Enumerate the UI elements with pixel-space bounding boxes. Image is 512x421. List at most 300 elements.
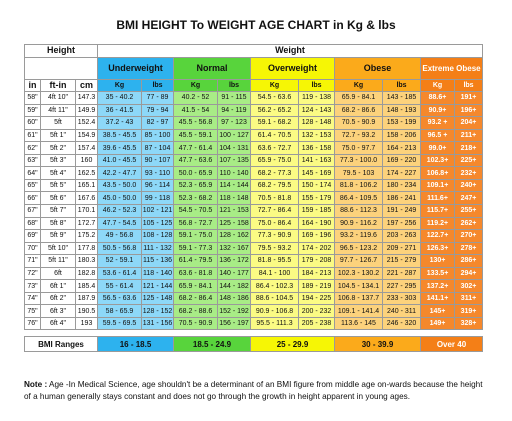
table-cell: 5ft 8" bbox=[41, 217, 76, 230]
table-cell: 65.9 - 84.1 bbox=[174, 280, 218, 293]
table-row bbox=[25, 129, 483, 142]
table-row bbox=[25, 317, 483, 330]
group-overweight: Overweight bbox=[251, 57, 335, 79]
table-cell: 68.2 - 79.5 bbox=[251, 179, 299, 192]
table-cell: 162.5 bbox=[76, 167, 98, 180]
table-cell: 70" bbox=[25, 242, 41, 255]
table-cell: 59" bbox=[25, 104, 41, 117]
bmi-range-normal: 18.5 - 24.9 bbox=[174, 337, 251, 352]
table-cell: 90 - 107 bbox=[142, 154, 174, 167]
table-cell: 145 - 169 bbox=[299, 167, 335, 180]
table-cell: 128 - 148 bbox=[299, 117, 335, 130]
table-cell: 90.9 - 106.8 bbox=[251, 305, 299, 318]
table-cell: 59.1 - 75.0 bbox=[174, 230, 218, 243]
table-cell: 60" bbox=[25, 117, 41, 130]
table-cell: 58" bbox=[25, 92, 41, 105]
unit-ft-in: ft-in bbox=[41, 79, 76, 92]
table-cell: 179 - 208 bbox=[299, 255, 335, 268]
table-cell: 58 - 65.9 bbox=[98, 305, 142, 318]
table-cell: 5ft 6" bbox=[41, 192, 76, 205]
table-cell: 262+ bbox=[455, 217, 483, 230]
table-cell: 211+ bbox=[455, 129, 483, 142]
table-cell: 79.5 - 103 bbox=[335, 167, 383, 180]
table-cell: 191+ bbox=[455, 92, 483, 105]
table-cell: 278+ bbox=[455, 242, 483, 255]
table-cell: 111.6+ bbox=[421, 192, 455, 205]
table-cell: 174 - 227 bbox=[383, 167, 421, 180]
table-cell: 88.6+ bbox=[421, 92, 455, 105]
chart-title: BMI HEIGHT To WEIGHT AGE CHART in Kg & lbs bbox=[116, 18, 396, 32]
table-cell: 190.5 bbox=[76, 305, 98, 318]
table-cell: 97 - 123 bbox=[218, 117, 251, 130]
table-cell: 233 - 303 bbox=[383, 292, 421, 305]
table-cell: 85 - 100 bbox=[142, 129, 174, 142]
table-cell: 5ft 7" bbox=[41, 205, 76, 218]
table-cell: 6ft 2" bbox=[41, 292, 76, 305]
table-cell: 94 - 119 bbox=[218, 104, 251, 117]
table-cell: 240 - 311 bbox=[383, 305, 421, 318]
unit-lbs: lbs bbox=[218, 79, 251, 92]
table-cell: 59.5 - 69.5 bbox=[98, 317, 142, 330]
note-prefix: Note : bbox=[24, 380, 48, 389]
table-row bbox=[25, 292, 483, 305]
table-cell: 133.5+ bbox=[421, 267, 455, 280]
table-cell: 165.1 bbox=[76, 179, 98, 192]
table-cell: 102.3 - 130.2 bbox=[335, 267, 383, 280]
table-cell: 137.2+ bbox=[421, 280, 455, 293]
table-cell: 144 - 182 bbox=[218, 280, 251, 293]
bmi-table bbox=[24, 44, 483, 352]
table-cell: 4ft 11" bbox=[41, 104, 76, 117]
table-cell: 59.1 - 77.3 bbox=[174, 242, 218, 255]
table-cell: 72" bbox=[25, 267, 41, 280]
table-cell: 140 - 177 bbox=[218, 267, 251, 280]
table-cell: 87 - 104 bbox=[142, 142, 174, 155]
unit-cm: cm bbox=[76, 79, 98, 92]
table-row bbox=[25, 154, 483, 167]
table-row bbox=[25, 142, 483, 155]
table-cell: 141.1+ bbox=[421, 292, 455, 305]
table-cell: 81.8 - 106.2 bbox=[335, 179, 383, 192]
table-row bbox=[25, 242, 483, 255]
table-cell: 240+ bbox=[455, 179, 483, 192]
table-cell: 221 - 287 bbox=[383, 267, 421, 280]
table-cell: 52.3 - 68.2 bbox=[174, 192, 218, 205]
table-row bbox=[25, 205, 483, 218]
table-cell: 54.5 - 70.5 bbox=[174, 205, 218, 218]
note-text: Age -In Medical Science, age shouldn't be a determinant of an BMI figure from middle age on-wards because the height of a human generally stays constant and does not go through the growth in height apparent in young ages. bbox=[24, 380, 483, 401]
table-cell: 328+ bbox=[455, 317, 483, 330]
table-cell: 136 - 158 bbox=[299, 142, 335, 155]
table-cell: 119.2+ bbox=[421, 217, 455, 230]
table-row bbox=[25, 179, 483, 192]
table-cell: 65.9 - 75.0 bbox=[251, 154, 299, 167]
table-cell: 86.4 - 109.5 bbox=[335, 192, 383, 205]
table-cell: 68.2 - 77.3 bbox=[251, 167, 299, 180]
table-row bbox=[25, 192, 483, 205]
table-cell: 77.3 - 100.0 bbox=[335, 154, 383, 167]
table-cell: 153 - 199 bbox=[383, 117, 421, 130]
table-cell: 143 - 185 bbox=[383, 92, 421, 105]
table-cell: 77.3 - 90.9 bbox=[251, 230, 299, 243]
table-cell: 61.4 - 70.5 bbox=[251, 129, 299, 142]
bmi-range-extreme-obese: Over 40 bbox=[421, 337, 483, 352]
table-cell: 45.5 - 56.8 bbox=[174, 117, 218, 130]
table-cell: 61" bbox=[25, 129, 41, 142]
table-cell: 93.2 - 119.6 bbox=[335, 230, 383, 243]
table-cell: 149.9 bbox=[76, 104, 98, 117]
unit-kg: Kg bbox=[251, 79, 299, 92]
table-cell: 225+ bbox=[455, 154, 483, 167]
unit-kg: Kg bbox=[335, 79, 383, 92]
table-cell: 5ft 10" bbox=[41, 242, 76, 255]
table-cell: 270+ bbox=[455, 230, 483, 243]
table-cell: 41.5 - 54 bbox=[174, 104, 218, 117]
table-cell: 122.7+ bbox=[421, 230, 455, 243]
table-cell: 145+ bbox=[421, 305, 455, 318]
table-cell: 209 - 271 bbox=[383, 242, 421, 255]
table-cell: 68.2 - 86.4 bbox=[174, 292, 218, 305]
table-cell: 196+ bbox=[455, 104, 483, 117]
table-cell: 193 bbox=[76, 317, 98, 330]
table-cell: 45.5 - 59.1 bbox=[174, 129, 218, 142]
bmi-range-obese: 30 - 39.9 bbox=[335, 337, 421, 352]
group-extreme-obese: Extreme Obese bbox=[421, 57, 483, 79]
table-cell: 56.2 - 65.2 bbox=[251, 104, 299, 117]
table-cell: 118 - 148 bbox=[218, 192, 251, 205]
table-cell: 5ft bbox=[41, 117, 76, 130]
table-cell: 5ft 4" bbox=[41, 167, 76, 180]
table-cell: 35 - 40.2 bbox=[98, 92, 142, 105]
table-cell: 52 - 59.1 bbox=[98, 255, 142, 268]
table-cell: 124 - 143 bbox=[299, 104, 335, 117]
table-cell: 90.9 - 116.2 bbox=[335, 217, 383, 230]
table-cell: 136 - 172 bbox=[218, 255, 251, 268]
table-cell: 104.5 - 134.1 bbox=[335, 280, 383, 293]
table-cell: 180.3 bbox=[76, 255, 98, 268]
table-cell: 247+ bbox=[455, 192, 483, 205]
table-cell: 68.2 - 88.6 bbox=[174, 305, 218, 318]
table-cell: 96 - 114 bbox=[142, 179, 174, 192]
table-cell: 189 - 219 bbox=[299, 280, 335, 293]
table-cell: 6ft 4" bbox=[41, 317, 76, 330]
table-cell: 126.3+ bbox=[421, 242, 455, 255]
table-cell: 100 - 127 bbox=[218, 129, 251, 142]
table-row bbox=[25, 230, 483, 243]
bmi-ranges-row bbox=[25, 337, 483, 352]
unit-kg: Kg bbox=[174, 79, 218, 92]
table-cell: 75.0 - 86.4 bbox=[251, 217, 299, 230]
table-cell: 149+ bbox=[421, 317, 455, 330]
table-cell: 90.9+ bbox=[421, 104, 455, 117]
table-cell: 70.5 - 90.9 bbox=[174, 317, 218, 330]
bmi-range-overweight: 25 - 29.9 bbox=[251, 337, 335, 352]
table-cell: 5ft 5" bbox=[41, 179, 76, 192]
table-cell: 97.7 - 126.7 bbox=[335, 255, 383, 268]
table-cell: 56.8 - 72.7 bbox=[174, 217, 218, 230]
table-cell: 42.2 - 47.7 bbox=[98, 167, 142, 180]
table-cell: 99 - 118 bbox=[142, 192, 174, 205]
table-cell: 246 - 320 bbox=[383, 317, 421, 330]
table-cell: 68.2 - 86.6 bbox=[335, 104, 383, 117]
table-cell: 54.5 - 63.6 bbox=[251, 92, 299, 105]
table-cell: 131 - 156 bbox=[142, 317, 174, 330]
table-cell: 186 - 241 bbox=[383, 192, 421, 205]
table-cell: 53.6 - 61.4 bbox=[98, 267, 142, 280]
height-blank-header bbox=[25, 57, 98, 79]
table-cell: 191 - 249 bbox=[383, 205, 421, 218]
table-cell: 215 - 279 bbox=[383, 255, 421, 268]
table-cell: 41.0 - 45.5 bbox=[98, 154, 142, 167]
table-cell: 82 - 97 bbox=[142, 117, 174, 130]
table-cell: 107 - 135 bbox=[218, 154, 251, 167]
table-cell: 6ft 1" bbox=[41, 280, 76, 293]
table-cell: 194 - 225 bbox=[299, 292, 335, 305]
table-cell: 45.0 - 50.0 bbox=[98, 192, 142, 205]
table-cell: 61.4 - 79.5 bbox=[174, 255, 218, 268]
table-row bbox=[25, 167, 483, 180]
table-cell: 169 - 220 bbox=[383, 154, 421, 167]
table-cell: 86.4 - 102.3 bbox=[251, 280, 299, 293]
table-cell: 6ft bbox=[41, 267, 76, 280]
table-cell: 75" bbox=[25, 305, 41, 318]
table-cell: 152 - 192 bbox=[218, 305, 251, 318]
table-cell: 182.8 bbox=[76, 267, 98, 280]
bmi-ranges-label: BMI Ranges bbox=[25, 337, 98, 352]
table-cell: 128 - 152 bbox=[142, 305, 174, 318]
table-cell: 66" bbox=[25, 192, 41, 205]
table-cell: 132 - 167 bbox=[218, 242, 251, 255]
table-cell: 49 - 56.8 bbox=[98, 230, 142, 243]
table-row bbox=[25, 92, 483, 105]
table-row bbox=[25, 267, 483, 280]
table-cell: 114 - 144 bbox=[218, 179, 251, 192]
table-cell: 56.5 - 63.6 bbox=[98, 292, 142, 305]
table-cell: 150 - 174 bbox=[299, 179, 335, 192]
table-cell: 160 bbox=[76, 154, 98, 167]
table-cell: 70.5 - 81.8 bbox=[251, 192, 299, 205]
table-cell: 52.3 - 65.9 bbox=[174, 179, 218, 192]
table-cell: 88.6 - 104.5 bbox=[251, 292, 299, 305]
unit-kg: Kg bbox=[98, 79, 142, 92]
table-row bbox=[25, 255, 483, 268]
table-cell: 55 - 61.4 bbox=[98, 280, 142, 293]
table-cell: 286+ bbox=[455, 255, 483, 268]
table-cell: 109.1 - 141.4 bbox=[335, 305, 383, 318]
table-cell: 67" bbox=[25, 205, 41, 218]
table-cell: 6ft 3" bbox=[41, 305, 76, 318]
table-cell: 132 - 153 bbox=[299, 129, 335, 142]
table-cell: 47.7 - 63.6 bbox=[174, 154, 218, 167]
table-cell: 50.5 - 56.8 bbox=[98, 242, 142, 255]
table-cell: 125 - 158 bbox=[218, 217, 251, 230]
table-cell: 5ft 11" bbox=[41, 255, 76, 268]
table-cell: 72.7 - 93.2 bbox=[335, 129, 383, 142]
table-cell: 175.2 bbox=[76, 230, 98, 243]
table-cell: 84.1 - 100 bbox=[251, 267, 299, 280]
table-cell: 62" bbox=[25, 142, 41, 155]
unit-lbs: lbs bbox=[299, 79, 335, 92]
table-cell: 93.2 + bbox=[421, 117, 455, 130]
table-cell: 74" bbox=[25, 292, 41, 305]
table-cell: 64" bbox=[25, 167, 41, 180]
table-cell: 81.8 - 95.5 bbox=[251, 255, 299, 268]
table-cell: 69" bbox=[25, 230, 41, 243]
unit-kg: Kg bbox=[421, 79, 455, 92]
unit-lbs: lbs bbox=[142, 79, 174, 92]
table-cell: 77 - 89 bbox=[142, 92, 174, 105]
table-cell: 71" bbox=[25, 255, 41, 268]
table-cell: 109.1+ bbox=[421, 179, 455, 192]
table-cell: 118 - 140 bbox=[142, 267, 174, 280]
table-cell: 174 - 202 bbox=[299, 242, 335, 255]
table-cell: 302+ bbox=[455, 280, 483, 293]
table-cell: 38.5 - 45.5 bbox=[98, 129, 142, 142]
unit-in: in bbox=[25, 79, 41, 92]
table-body bbox=[25, 92, 483, 330]
table-cell: 102 - 121 bbox=[142, 205, 174, 218]
table-cell: 106.8 - 137.7 bbox=[335, 292, 383, 305]
table-cell: 79.5 - 93.2 bbox=[251, 242, 299, 255]
table-cell: 110 - 140 bbox=[218, 167, 251, 180]
table-cell: 104 - 131 bbox=[218, 142, 251, 155]
table-cell: 70.5 - 90.9 bbox=[335, 117, 383, 130]
table-cell: 75.0 - 97.7 bbox=[335, 142, 383, 155]
table-cell: 68" bbox=[25, 217, 41, 230]
table-cell: 115.7+ bbox=[421, 205, 455, 218]
table-cell: 205 - 238 bbox=[299, 317, 335, 330]
table-cell: 102.3+ bbox=[421, 154, 455, 167]
table-cell: 177.8 bbox=[76, 242, 98, 255]
table-cell: 88.6 - 112.3 bbox=[335, 205, 383, 218]
table-cell: 125 - 148 bbox=[142, 292, 174, 305]
table-cell: 232+ bbox=[455, 167, 483, 180]
table-cell: 63.6 - 81.8 bbox=[174, 267, 218, 280]
table-cell: 79 - 94 bbox=[142, 104, 174, 117]
table-cell: 47.7 - 54.5 bbox=[98, 217, 142, 230]
table-cell: 4ft 10" bbox=[41, 92, 76, 105]
table-cell: 5ft 1" bbox=[41, 129, 76, 142]
table-cell: 65.9 - 84.1 bbox=[335, 92, 383, 105]
table-cell: 141 - 163 bbox=[299, 154, 335, 167]
table-cell: 63.6 - 72.7 bbox=[251, 142, 299, 155]
table-cell: 113.6 - 145 bbox=[335, 317, 383, 330]
height-header: Height bbox=[25, 45, 98, 58]
table-cell: 167.6 bbox=[76, 192, 98, 205]
table-cell: 37.2 - 43 bbox=[98, 117, 142, 130]
table-cell: 111 - 132 bbox=[142, 242, 174, 255]
table-cell: 59.1 - 68.2 bbox=[251, 117, 299, 130]
table-cell: 5ft 3" bbox=[41, 154, 76, 167]
table-cell: 39.6 - 45.5 bbox=[98, 142, 142, 155]
group-underweight: Underweight bbox=[98, 57, 174, 79]
weight-header: Weight bbox=[98, 45, 483, 58]
unit-lbs: lbs bbox=[455, 79, 483, 92]
table-row bbox=[25, 104, 483, 117]
table-row bbox=[25, 117, 483, 130]
table-cell: 99.0+ bbox=[421, 142, 455, 155]
table-cell: 170.1 bbox=[76, 205, 98, 218]
table-cell: 294+ bbox=[455, 267, 483, 280]
bmi-range-underweight: 16 - 18.5 bbox=[98, 337, 174, 352]
table-cell: 108 - 128 bbox=[142, 230, 174, 243]
table-cell: 106.8+ bbox=[421, 167, 455, 180]
group-obese: Obese bbox=[335, 57, 421, 79]
table-cell: 72.7 - 86.4 bbox=[251, 205, 299, 218]
table-cell: 159 - 185 bbox=[299, 205, 335, 218]
group-normal: Normal bbox=[174, 57, 251, 79]
table-cell: 158 - 206 bbox=[383, 129, 421, 142]
table-cell: 50.0 - 65.9 bbox=[174, 167, 218, 180]
table-cell: 105 - 125 bbox=[142, 217, 174, 230]
table-cell: 148 - 186 bbox=[218, 292, 251, 305]
table-cell: 319+ bbox=[455, 305, 483, 318]
table-cell: 91 - 115 bbox=[218, 92, 251, 105]
table-cell: 147.3 bbox=[76, 92, 98, 105]
table-cell: 203 - 263 bbox=[383, 230, 421, 243]
table-cell: 130+ bbox=[421, 255, 455, 268]
table-cell: 119 - 138 bbox=[299, 92, 335, 105]
table-cell: 184 - 213 bbox=[299, 267, 335, 280]
table-cell: 255+ bbox=[455, 205, 483, 218]
table-cell: 65" bbox=[25, 179, 41, 192]
table-cell: 152.4 bbox=[76, 117, 98, 130]
table-cell: 200 - 232 bbox=[299, 305, 335, 318]
table-cell: 96.5 + bbox=[421, 129, 455, 142]
table-cell: 185.4 bbox=[76, 280, 98, 293]
table-cell: 115 - 136 bbox=[142, 255, 174, 268]
table-cell: 40.2 - 52 bbox=[174, 92, 218, 105]
table-cell: 43.5 - 50.0 bbox=[98, 179, 142, 192]
table-cell: 155 - 179 bbox=[299, 192, 335, 205]
unit-lbs: lbs bbox=[383, 79, 421, 92]
table-cell: 36 - 41.5 bbox=[98, 104, 142, 117]
table-row bbox=[25, 217, 483, 230]
table-cell: 47.7 - 61.4 bbox=[174, 142, 218, 155]
table-cell: 95.5 - 111.3 bbox=[251, 317, 299, 330]
table-row bbox=[25, 280, 483, 293]
table-cell: 169 - 196 bbox=[299, 230, 335, 243]
table-cell: 227 - 295 bbox=[383, 280, 421, 293]
table-cell: 156 - 197 bbox=[218, 317, 251, 330]
table-cell: 96.5 - 123.2 bbox=[335, 242, 383, 255]
footnote bbox=[24, 379, 490, 403]
table-row bbox=[25, 305, 483, 318]
table-cell: 73" bbox=[25, 280, 41, 293]
table-cell: 197 - 256 bbox=[383, 217, 421, 230]
table-cell: 5ft 9" bbox=[41, 230, 76, 243]
table-cell: 148 - 193 bbox=[383, 104, 421, 117]
table-cell: 5ft 2" bbox=[41, 142, 76, 155]
table-cell: 187.9 bbox=[76, 292, 98, 305]
table-cell: 46.2 - 52.3 bbox=[98, 205, 142, 218]
table-cell: 128 - 162 bbox=[218, 230, 251, 243]
table-cell: 76" bbox=[25, 317, 41, 330]
table-cell: 311+ bbox=[455, 292, 483, 305]
table-cell: 172.7 bbox=[76, 217, 98, 230]
table-cell: 154.9 bbox=[76, 129, 98, 142]
table-cell: 180 - 234 bbox=[383, 179, 421, 192]
table-cell: 157.4 bbox=[76, 142, 98, 155]
table-cell: 121 - 144 bbox=[142, 280, 174, 293]
table-cell: 63" bbox=[25, 154, 41, 167]
table-cell: 164 - 213 bbox=[383, 142, 421, 155]
table-cell: 93 - 110 bbox=[142, 167, 174, 180]
table-cell: 164 - 190 bbox=[299, 217, 335, 230]
table-cell: 204+ bbox=[455, 117, 483, 130]
table-cell: 121 - 153 bbox=[218, 205, 251, 218]
table-cell: 218+ bbox=[455, 142, 483, 155]
